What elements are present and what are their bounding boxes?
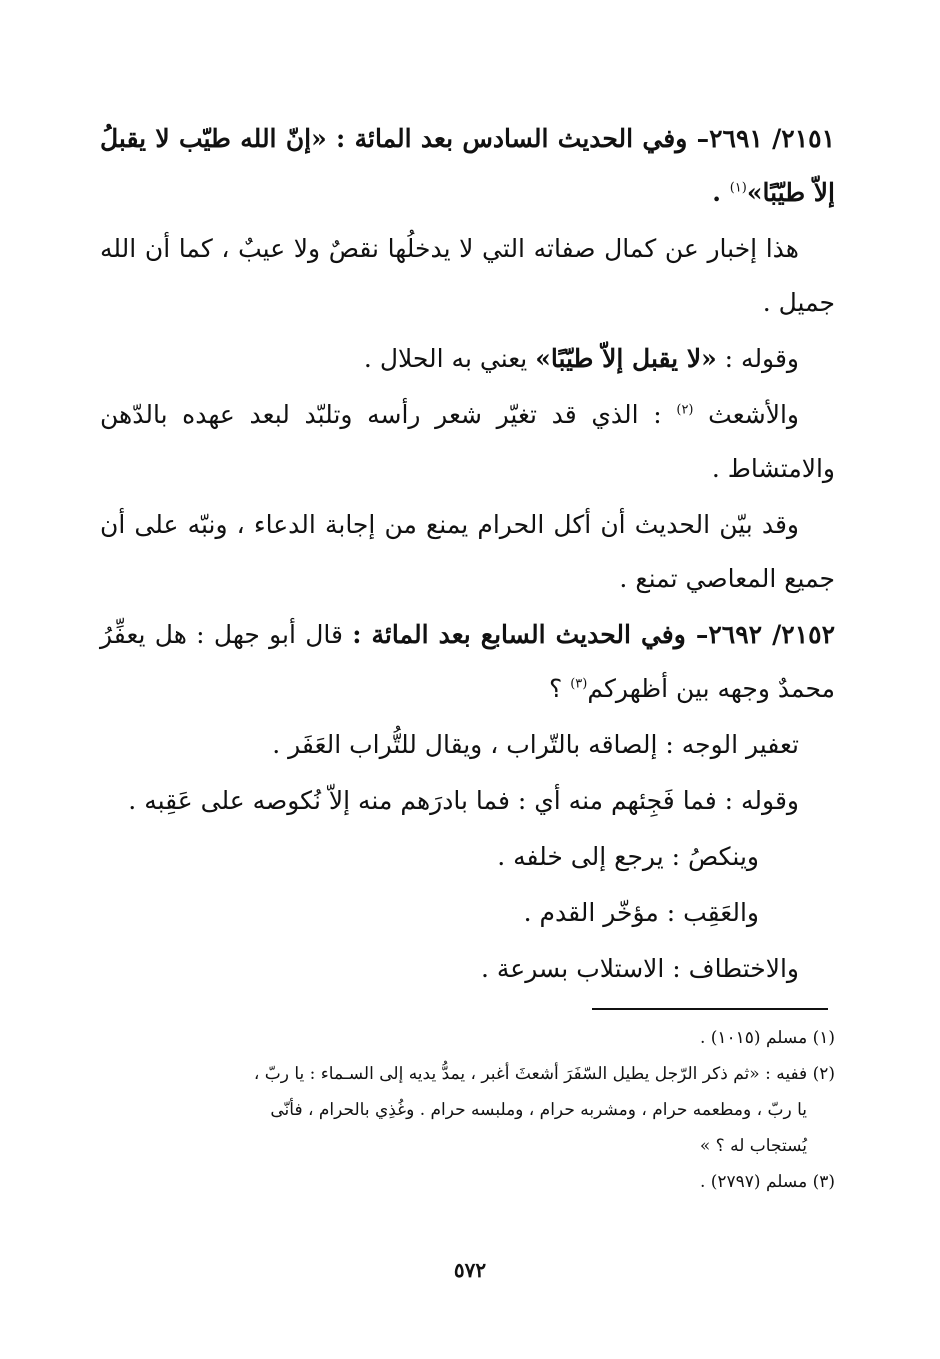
- paragraph: هذا إخبار عن كمال صفاته التي لا يدخلُها نقصٌ ولا عيبٌ ، كما أن الله جميل .: [100, 234, 835, 317]
- footnote-ref-3[interactable]: (٣): [570, 676, 588, 692]
- paragraph: وينكصُ : يرجع إلى خلفه .: [497, 842, 759, 871]
- footnotes: [100, 1020, 835, 1200]
- paragraph: وقد بيّن الحديث أن أكل الحرام يمنع من إجابة الدعاء ، ونبّه على أن جميع المعاصي تمنع .: [100, 510, 835, 593]
- hadith-heading-2152: ٢١٥٢/ ٢٦٩٢– وفي الحديث السابع بعد المائة : قال أبو جهل : هل يعفِّرُ محمدٌ وجهه بين أظهركم$^{(٣)}$ ؟: [100, 620, 835, 703]
- paragraph: وقوله : «لا يقبل إلاّ طيّبًا» يعني به الحلال .: [363, 344, 799, 373]
- footnote-divider: [592, 1008, 828, 1010]
- hadith-heading-2151: ٢١٥١/ ٢٦٩١– وفي الحديث السادس بعد المائة : «إنّ الله طيّب لا يقبلُ إلاّ طيّبًا»$^{(١)}$ .: [100, 124, 835, 207]
- footnote-ref-2[interactable]: (٢): [676, 402, 694, 418]
- footnote-ref-1[interactable]: (١): [729, 180, 747, 196]
- footnote-3: (٣) مسلم (٢٧٩٧) .: [699, 1172, 835, 1192]
- hadith-heading-text: – وفي الحديث السادس بعد المائة : «إنّ الله طيّب لا يقبلُ إلاّ طيّبًا»: [100, 124, 835, 207]
- hadith-heading-text: – وفي الحديث السابع بعد المائة :: [352, 620, 709, 649]
- main-text: [100, 112, 835, 996]
- quoted-phrase: «لا يقبل إلاّ طيّبًا»: [535, 344, 717, 373]
- paragraph: تعفير الوجه : إلصاقه بالتّراب ، ويقال للتُّراب العَفَر .: [272, 730, 799, 759]
- paragraph: والاختطاف : الاستلاب بسرعة .: [481, 954, 799, 983]
- paragraph: وقوله : فما فَجِئهم منه أي : فما بادرَهم منه إلاّ نُكوصه على عَقِبه .: [128, 786, 799, 815]
- page-number: ٥٧٢: [453, 1258, 487, 1282]
- footnote-2: (٢) ففيه : «ثم ذكر الرّجل يطيل السّفَرَ أشعثَ أغبر ، يمدُّ يديه إلى السـماء : يا ربّ ،: [253, 1064, 835, 1084]
- footnote-2-continued: يا ربّ ، ومطعمه حرام ، ومشربه حرام ، وملبسه حرام . وغُذِي بالحرام ، فأنّى: [270, 1100, 807, 1120]
- hadith-number: ٢١٥١/ ٢٦٩١: [709, 124, 835, 153]
- paragraph: والعَقِب : مؤخّر القدم .: [523, 898, 759, 927]
- paragraph: والأشعث $^{(٢)}$ : الذي قد تغيّر شعر رأسه وتلبّد لبعد عهده بالدّهن والامتشاط .: [100, 400, 835, 483]
- footnote-1: (١) مسلم (١٠١٥) .: [699, 1028, 835, 1048]
- hadith-number: ٢١٥٢/ ٢٦٩٢: [708, 620, 835, 649]
- footnote-2-continued: يُستجاب له ؟ »: [699, 1136, 807, 1156]
